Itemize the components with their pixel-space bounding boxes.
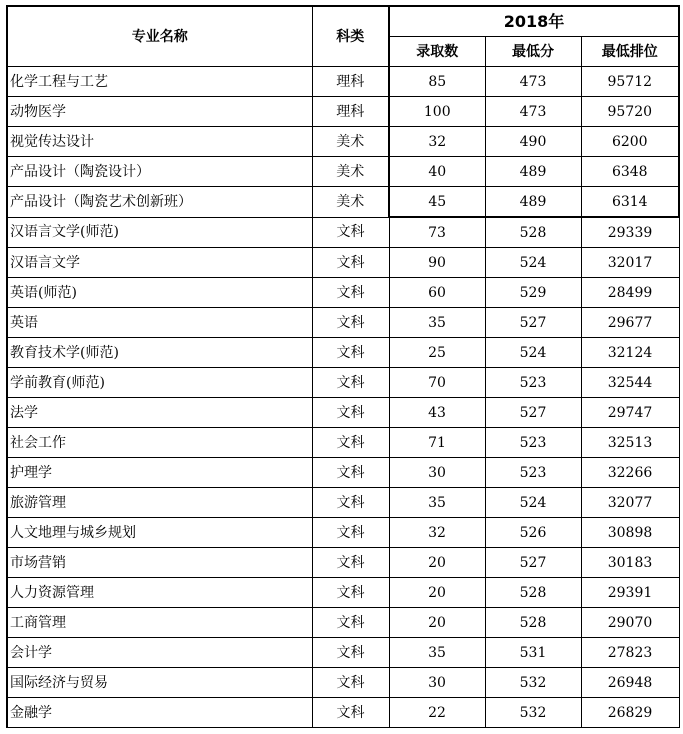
major-cell: 金融学 [7, 698, 312, 728]
admitted-cell: 30 [389, 458, 485, 488]
min-rank-cell: 32266 [581, 458, 679, 488]
category-cell: 文科 [312, 608, 389, 638]
min-score-cell: 489 [485, 187, 581, 218]
table-row [7, 248, 679, 278]
table-row [7, 127, 679, 157]
category-cell: 文科 [312, 217, 389, 248]
table-row [7, 398, 679, 428]
min-score-cell: 526 [485, 518, 581, 548]
min-score-cell: 528 [485, 217, 581, 248]
table-row [7, 668, 679, 698]
min-rank-cell: 95720 [581, 97, 679, 127]
header-major: 专业名称 [7, 6, 312, 67]
major-cell: 产品设计（陶瓷设计） [7, 157, 312, 187]
min-score-cell: 532 [485, 668, 581, 698]
major-cell: 汉语言文学(师范) [7, 217, 312, 248]
header-category: 科类 [312, 6, 389, 67]
admitted-cell: 20 [389, 578, 485, 608]
category-cell: 文科 [312, 488, 389, 518]
admitted-cell: 20 [389, 608, 485, 638]
admitted-cell: 70 [389, 368, 485, 398]
table-row [7, 278, 679, 308]
admitted-cell: 20 [389, 548, 485, 578]
admitted-cell: 32 [389, 127, 485, 157]
category-cell: 文科 [312, 458, 389, 488]
table-header [7, 6, 679, 67]
major-cell: 护理学 [7, 458, 312, 488]
min-score-cell: 473 [485, 97, 581, 127]
category-cell: 理科 [312, 97, 389, 127]
min-rank-cell: 29070 [581, 608, 679, 638]
admitted-cell: 43 [389, 398, 485, 428]
category-cell: 文科 [312, 398, 389, 428]
min-rank-cell: 30183 [581, 548, 679, 578]
min-rank-cell: 29339 [581, 217, 679, 248]
admitted-cell: 100 [389, 97, 485, 127]
min-rank-cell: 27823 [581, 638, 679, 668]
major-cell: 国际经济与贸易 [7, 668, 312, 698]
admitted-cell: 35 [389, 638, 485, 668]
min-rank-cell: 6314 [581, 187, 679, 218]
major-cell: 工商管理 [7, 608, 312, 638]
major-cell: 学前教育(师范) [7, 368, 312, 398]
min-score-cell: 490 [485, 127, 581, 157]
admitted-cell: 45 [389, 187, 485, 218]
min-score-cell: 528 [485, 578, 581, 608]
header-year: 2018年 [389, 6, 679, 37]
category-cell: 文科 [312, 278, 389, 308]
min-score-cell: 523 [485, 458, 581, 488]
table-row [7, 698, 679, 728]
table-body [7, 67, 679, 728]
table-row [7, 217, 679, 248]
min-score-cell: 523 [485, 368, 581, 398]
min-score-cell: 527 [485, 308, 581, 338]
major-cell: 旅游管理 [7, 488, 312, 518]
category-cell: 文科 [312, 668, 389, 698]
table-row [7, 368, 679, 398]
category-cell: 美术 [312, 157, 389, 187]
admitted-cell: 22 [389, 698, 485, 728]
header-min-score: 最低分 [485, 37, 581, 67]
table-row [7, 488, 679, 518]
major-cell: 市场营销 [7, 548, 312, 578]
admitted-cell: 32 [389, 518, 485, 548]
major-cell: 人力资源管理 [7, 578, 312, 608]
table-row [7, 548, 679, 578]
min-rank-cell: 29391 [581, 578, 679, 608]
category-cell: 文科 [312, 698, 389, 728]
table-row [7, 608, 679, 638]
table-row [7, 67, 679, 97]
min-score-cell: 524 [485, 338, 581, 368]
category-cell: 文科 [312, 338, 389, 368]
category-cell: 文科 [312, 578, 389, 608]
min-score-cell: 524 [485, 488, 581, 518]
category-cell: 文科 [312, 248, 389, 278]
major-cell: 动物医学 [7, 97, 312, 127]
table-row [7, 187, 679, 218]
admitted-cell: 35 [389, 488, 485, 518]
major-cell: 汉语言文学 [7, 248, 312, 278]
header-admitted: 录取数 [389, 37, 485, 67]
category-cell: 文科 [312, 368, 389, 398]
min-rank-cell: 32544 [581, 368, 679, 398]
min-rank-cell: 30898 [581, 518, 679, 548]
min-score-cell: 529 [485, 278, 581, 308]
min-score-cell: 524 [485, 248, 581, 278]
min-rank-cell: 32124 [581, 338, 679, 368]
min-score-cell: 527 [485, 398, 581, 428]
header-min-rank: 最低排位 [581, 37, 679, 67]
category-cell: 文科 [312, 518, 389, 548]
admission-table [6, 5, 680, 728]
table-row [7, 518, 679, 548]
admitted-cell: 60 [389, 278, 485, 308]
admitted-cell: 71 [389, 428, 485, 458]
admitted-cell: 35 [389, 308, 485, 338]
min-score-cell: 523 [485, 428, 581, 458]
min-rank-cell: 26948 [581, 668, 679, 698]
major-cell: 人文地理与城乡规划 [7, 518, 312, 548]
admission-table-container [6, 5, 680, 728]
category-cell: 文科 [312, 308, 389, 338]
min-rank-cell: 32017 [581, 248, 679, 278]
category-cell: 美术 [312, 187, 389, 218]
admitted-cell: 25 [389, 338, 485, 368]
major-cell: 英语 [7, 308, 312, 338]
min-rank-cell: 29677 [581, 308, 679, 338]
min-rank-cell: 32077 [581, 488, 679, 518]
major-cell: 法学 [7, 398, 312, 428]
min-score-cell: 527 [485, 548, 581, 578]
table-row [7, 97, 679, 127]
min-rank-cell: 26829 [581, 698, 679, 728]
min-rank-cell: 32513 [581, 428, 679, 458]
category-cell: 文科 [312, 638, 389, 668]
major-cell: 英语(师范) [7, 278, 312, 308]
major-cell: 教育技术学(师范) [7, 338, 312, 368]
min-score-cell: 532 [485, 698, 581, 728]
min-score-cell: 531 [485, 638, 581, 668]
admitted-cell: 40 [389, 157, 485, 187]
major-cell: 会计学 [7, 638, 312, 668]
category-cell: 文科 [312, 548, 389, 578]
table-row [7, 458, 679, 488]
admitted-cell: 73 [389, 217, 485, 248]
category-cell: 美术 [312, 127, 389, 157]
min-score-cell: 528 [485, 608, 581, 638]
category-cell: 文科 [312, 428, 389, 458]
table-row [7, 157, 679, 187]
admitted-cell: 85 [389, 67, 485, 97]
min-rank-cell: 28499 [581, 278, 679, 308]
min-score-cell: 489 [485, 157, 581, 187]
table-row [7, 638, 679, 668]
category-cell: 理科 [312, 67, 389, 97]
major-cell: 社会工作 [7, 428, 312, 458]
min-score-cell: 473 [485, 67, 581, 97]
major-cell: 化学工程与工艺 [7, 67, 312, 97]
admitted-cell: 90 [389, 248, 485, 278]
table-row [7, 338, 679, 368]
major-cell: 产品设计（陶瓷艺术创新班） [7, 187, 312, 218]
min-rank-cell: 95712 [581, 67, 679, 97]
min-rank-cell: 6200 [581, 127, 679, 157]
min-rank-cell: 29747 [581, 398, 679, 428]
table-row [7, 578, 679, 608]
min-rank-cell: 6348 [581, 157, 679, 187]
table-row [7, 308, 679, 338]
admitted-cell: 30 [389, 668, 485, 698]
table-row [7, 428, 679, 458]
major-cell: 视觉传达设计 [7, 127, 312, 157]
